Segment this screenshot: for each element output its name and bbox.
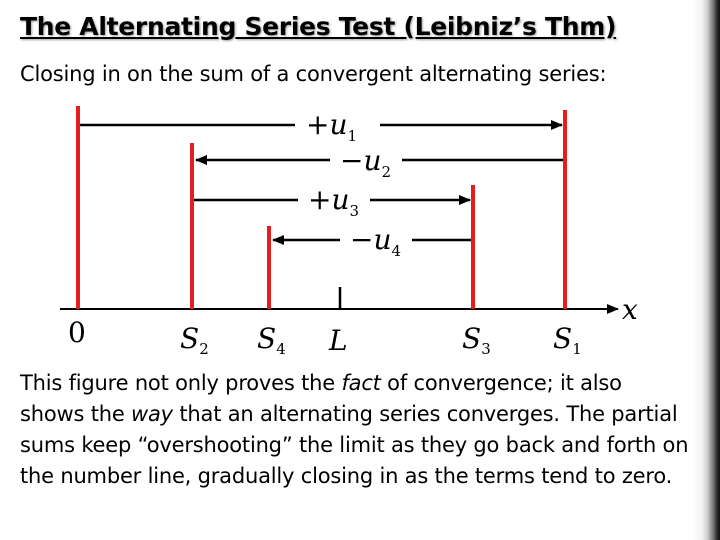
partial-sum-label-s2: $S_2$ xyxy=(180,322,209,358)
origin-label: 0 xyxy=(68,316,86,349)
slide-subtitle: Closing in on the sum of a convergent alternating series: xyxy=(20,62,607,86)
explanation-paragraph: This figure not only proves the fact of convergence; it also shows the way that an alternating series converges. The partial sums keep “overshooting” the limit as they go back and forth on the number line, gradually closing in as the terms tend to zero. xyxy=(20,371,689,488)
slide-title: The Alternating Series Test (Leibniz’s Thm) xyxy=(20,12,617,41)
emphasis-fact: fact xyxy=(341,371,381,395)
term-label-u3: $+u_3$ xyxy=(308,183,360,220)
limit-label: L xyxy=(329,324,348,357)
emphasis-way: way xyxy=(131,402,173,426)
term-label-u1: $+u_1$ xyxy=(306,108,358,145)
term-label-u2: $-u_2$ xyxy=(340,144,392,181)
partial-sum-label-s4: $S_4$ xyxy=(257,322,286,358)
axis-label-x: x xyxy=(622,293,638,326)
partial-sum-label-s3: $S_3$ xyxy=(462,322,491,358)
term-label-u4: $-u_4$ xyxy=(350,223,402,260)
partial-sum-label-s1: $S_1$ xyxy=(553,322,582,358)
